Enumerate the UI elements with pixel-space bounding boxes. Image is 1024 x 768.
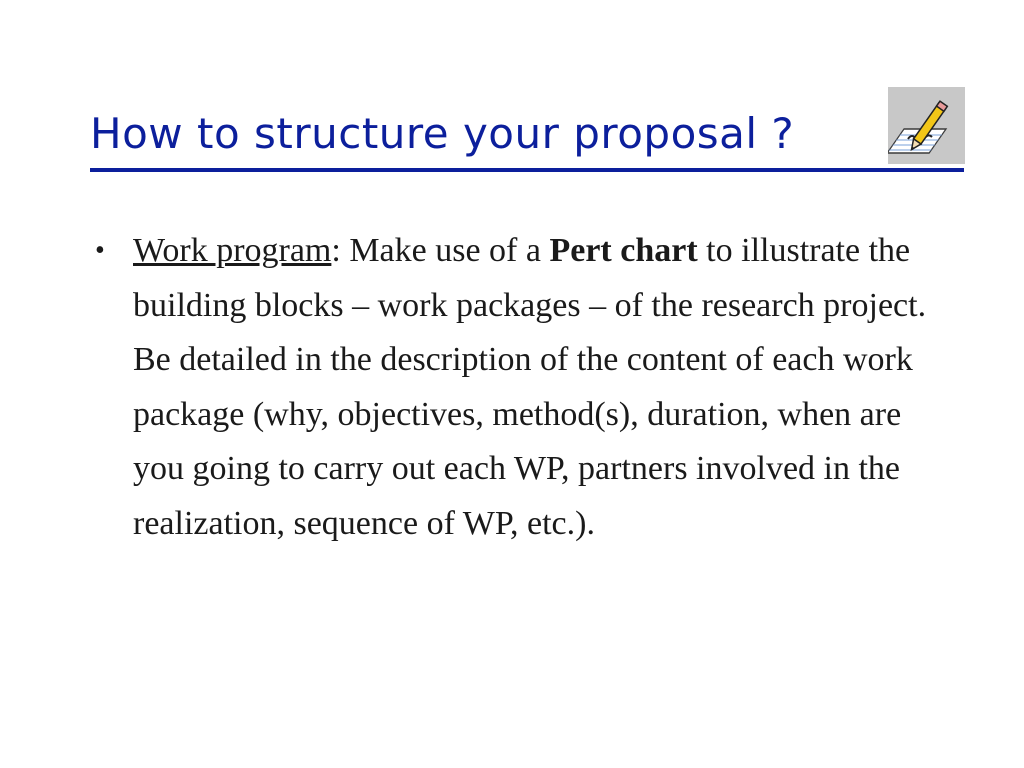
- bullet-after-term: : Make use of a: [331, 232, 550, 269]
- bullet-rest: to illustrate the building blocks – work packages – of the research project. Be detailed in the description of the content of each work package (why, objectives, method(s), duration, when are you going to carry out each WP, partners involved in the realization, sequence of WP, etc.).: [133, 232, 927, 542]
- notepad-pencil-icon: [888, 87, 965, 164]
- slide-title: How to structure your proposal ?: [90, 109, 795, 158]
- bullet-item: [95, 224, 955, 551]
- bullet-emphasis: Pert chart: [549, 232, 698, 269]
- slide-body: [95, 224, 955, 551]
- bullet-text: [133, 224, 955, 551]
- bullet-marker: •: [95, 235, 105, 266]
- title-underline-rule: [90, 168, 964, 172]
- bullet-term: Work program: [133, 232, 332, 269]
